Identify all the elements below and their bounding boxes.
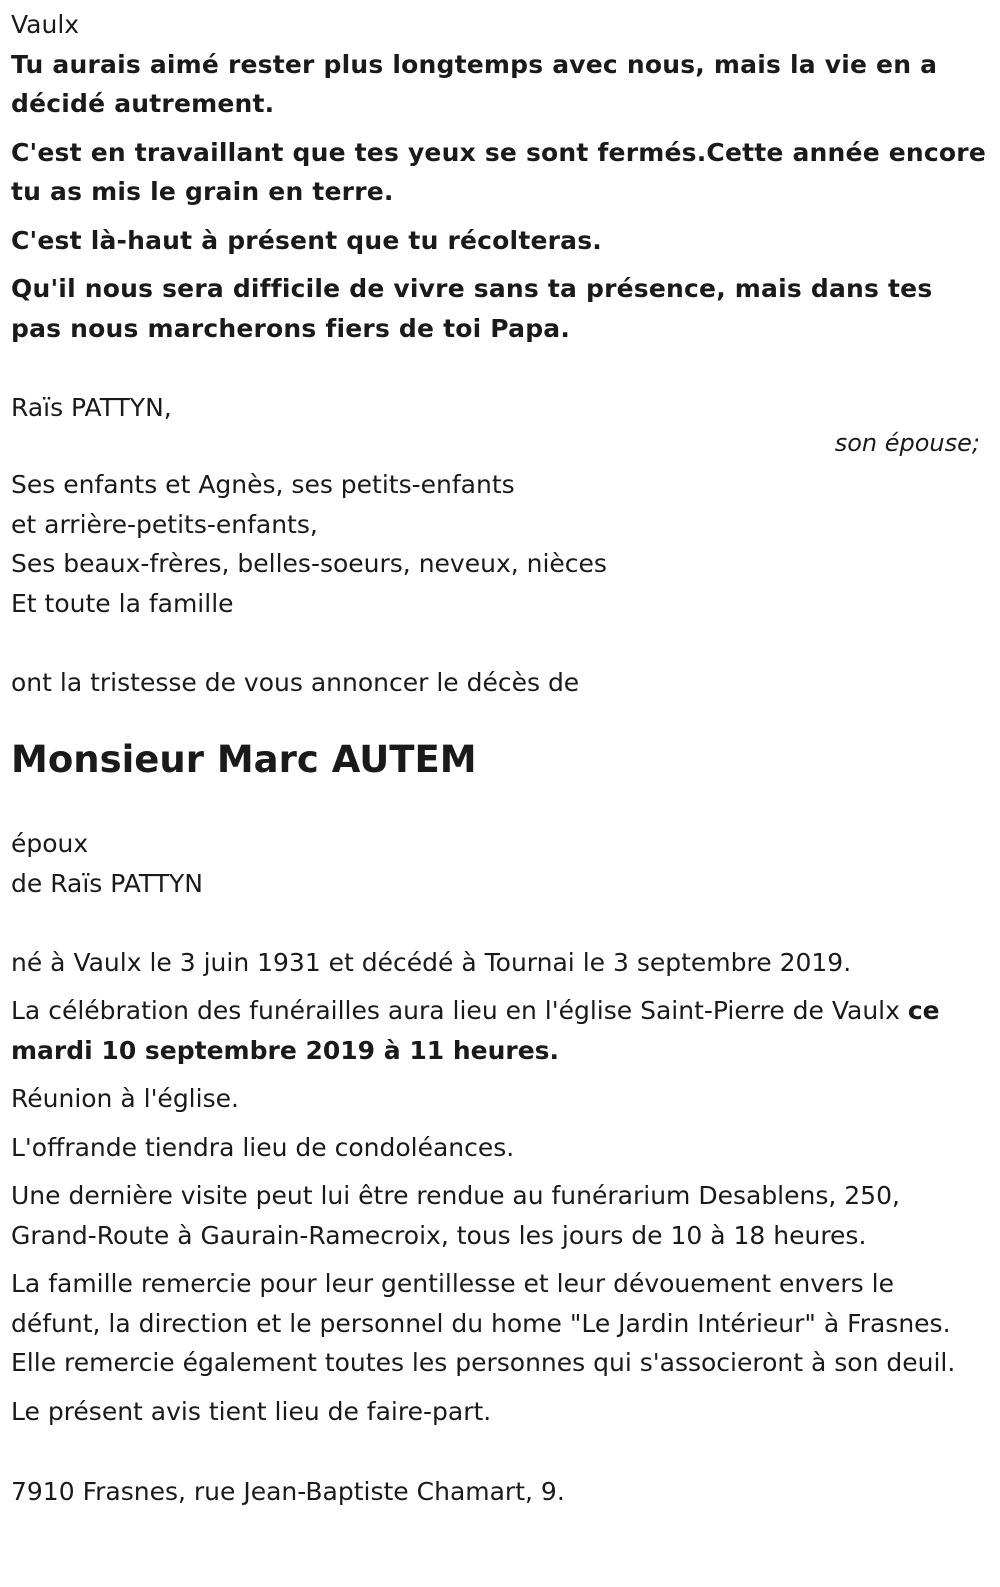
family-line: Et toute la famille	[11, 588, 234, 618]
spouse-role: son épouse;	[834, 429, 980, 457]
spacer	[11, 903, 986, 943]
spacer	[11, 623, 986, 663]
relation-line: de Raïs PATTYN	[11, 868, 203, 898]
family-line: Ses enfants et Agnès, ses petits-enfants	[11, 470, 515, 499]
visit-info: Une dernière visite peut lui être rendue au funérarium Desablens, 250, Grand-Route à Gaurain-Ramecroix, tous les jours de 10 à 18 heures.	[11, 1181, 900, 1250]
location-header: Vaulx	[11, 10, 80, 39]
funeral-text: La célébration des funérailles aura lieu en l'église Saint-Pierre de Vaulx	[11, 996, 908, 1025]
thanks-info: La famille remercie pour leur gentillesse et leur dévouement envers le défunt, la direction et le personnel du home "Le Jardin Intérieur" à Frasnes. Elle remercie également toutes les personnes qui s'associeront à son deuil.	[11, 1269, 956, 1377]
faire-part-notice: Le présent avis tient lieu de faire-part.	[11, 1396, 492, 1426]
poem-verse: C'est en travaillant que tes yeux se sont fermés.Cette année encore tu as mis le grain en terre.	[11, 137, 986, 206]
poem-verse: Qu'il nous sera difficile de vivre sans ta présence, mais dans tes pas nous marcherons fiers de toi Papa.	[11, 274, 933, 343]
family-line: Ses beaux-frères, belles-soeurs, neveux, nièces	[11, 549, 607, 578]
announcement: ont la tristesse de vous annoncer le décès de	[11, 667, 580, 697]
address: 7910 Frasnes, rue Jean-Baptiste Chamart, 9.	[11, 1477, 565, 1506]
poem-verse: C'est là-haut à présent que tu récolteras.	[11, 225, 603, 255]
obituary-notice	[11, 5, 986, 1512]
family-line: et arrière-petits-enfants,	[11, 509, 318, 539]
spouse-name: Raïs PATTYN,	[11, 392, 172, 422]
poem-verse: Tu aurais aimé rester plus longtemps avec nous, mais la vie en a décidé autrement.	[11, 49, 938, 118]
relation-line: époux	[11, 829, 89, 858]
intro-poem	[11, 45, 986, 349]
funeral-info	[11, 991, 986, 1070]
meeting-info: Réunion à l'église.	[11, 1084, 239, 1113]
birth-death: né à Vaulx le 3 juin 1931 et décédé à Tournai le 3 septembre 2019.	[11, 947, 852, 977]
deceased-name: Monsieur Marc AUTEM	[11, 738, 477, 781]
family-list	[11, 465, 986, 623]
funeral-date-time: ce mardi 10 septembre 2019 à 11 heures.	[11, 996, 940, 1065]
spacer	[11, 348, 986, 388]
offering-info: L'offrande tiendra lieu de condoléances.	[11, 1132, 515, 1162]
